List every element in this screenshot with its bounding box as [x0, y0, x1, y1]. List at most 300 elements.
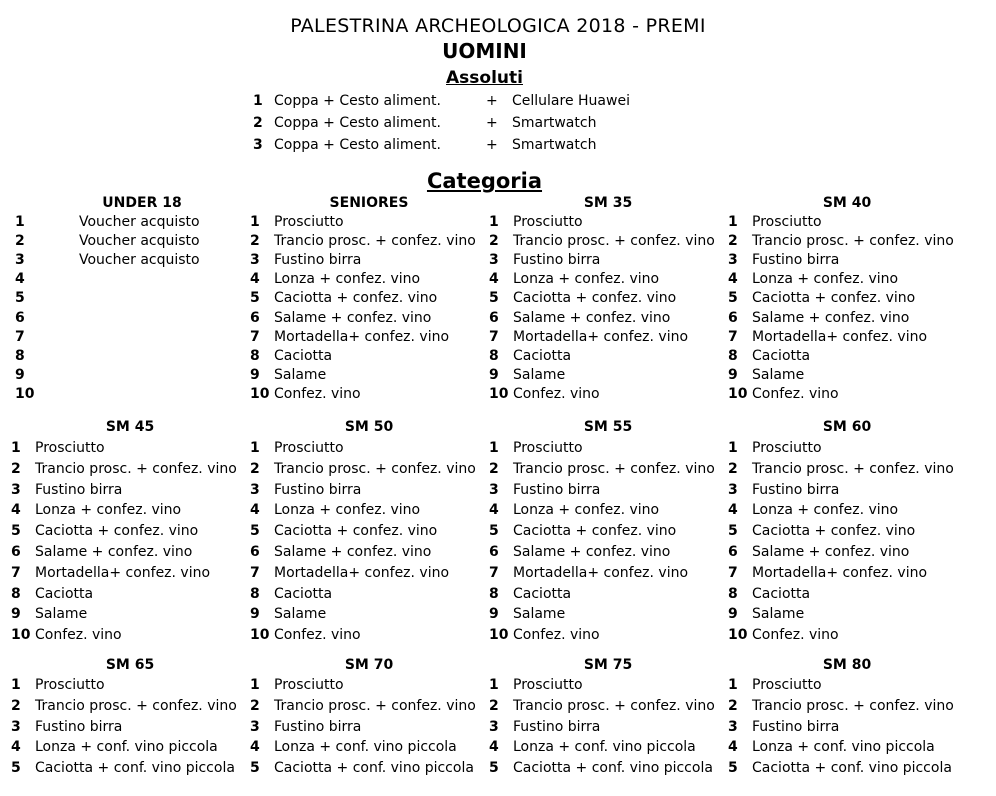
- prize-rank: 9: [11, 606, 21, 623]
- prize-rank: 7: [728, 328, 738, 345]
- prize-text: Caciotta: [274, 585, 333, 602]
- prize-text: Prosciutto: [274, 677, 344, 693]
- prize-row: [489, 290, 727, 309]
- prize-row: [250, 627, 488, 646]
- prize-rank: 3: [728, 718, 738, 735]
- prize-rank: 4: [489, 271, 499, 288]
- prize-row: [728, 440, 966, 459]
- prize-row: [728, 677, 966, 696]
- prize-text: Trancio prosc. + confez. vino: [513, 233, 715, 250]
- prize-row: [489, 719, 727, 738]
- prize-row: [489, 310, 727, 329]
- prize-row: [489, 440, 727, 459]
- prize-text: Salame: [274, 366, 327, 383]
- category-title: SM 35: [583, 195, 633, 211]
- prize-row: [728, 760, 966, 779]
- prize-text: Caciotta + conf. vino piccola: [752, 760, 952, 777]
- prize-text: Fustino birra: [513, 718, 601, 735]
- prize-rank: 10: [250, 627, 270, 644]
- prize-rank: 1: [489, 440, 499, 456]
- prize-text: Caciotta: [513, 347, 572, 364]
- prize-text: Fustino birra: [274, 481, 362, 498]
- assoluti-prize-a: Coppa + Cesto aliment.: [274, 93, 441, 109]
- prize-text: Trancio prosc. + confez. vino: [274, 460, 476, 477]
- prize-text: Caciotta + conf. vino piccola: [35, 760, 235, 777]
- prize-row: [250, 502, 488, 521]
- prize-rank: 9: [250, 606, 260, 623]
- assoluti-prize-a: Coppa + Cesto aliment.: [274, 115, 441, 131]
- prize-rank: 3: [250, 252, 260, 269]
- prize-rank: 1: [15, 214, 25, 230]
- prize-row: [250, 739, 488, 758]
- prize-rank: 4: [489, 502, 499, 519]
- categoria-heading: Categoria: [426, 169, 543, 193]
- prize-rank: 5: [11, 523, 21, 540]
- prize-text: Salame + confez. vino: [274, 309, 432, 326]
- prize-text: Lonza + conf. vino piccola: [274, 739, 457, 756]
- prize-row: [250, 482, 488, 501]
- prize-row: [489, 523, 727, 542]
- prize-text: Lonza + confez. vino: [274, 271, 421, 288]
- prize-text: Confez. vino: [35, 627, 122, 644]
- prize-rank: 9: [489, 606, 499, 623]
- prize-text: Salame: [274, 606, 327, 623]
- prize-rank: 7: [250, 328, 260, 345]
- prize-row: [11, 719, 249, 738]
- prize-text: Mortadella+ confez. vino: [752, 328, 928, 345]
- prize-text: Trancio prosc. + confez. vino: [35, 697, 237, 714]
- prize-text: Salame: [35, 606, 88, 623]
- prize-rank: 5: [728, 760, 738, 777]
- prize-text: Lonza + conf. vino piccola: [35, 739, 218, 756]
- prize-text: Fustino birra: [752, 481, 840, 498]
- prize-rank: 4: [489, 739, 499, 756]
- prize-rank: 7: [489, 328, 499, 345]
- prize-rank: 6: [489, 309, 499, 326]
- assoluti-heading: Assoluti: [446, 68, 523, 88]
- prize-row: [250, 544, 488, 563]
- prize-text: Caciotta: [35, 585, 94, 602]
- prize-text: Confez. vino: [513, 627, 600, 644]
- prize-row: [11, 523, 249, 542]
- prize-rank: 2: [728, 460, 738, 477]
- category-title: SM 55: [583, 419, 633, 435]
- prize-row: [728, 233, 966, 252]
- prize-text: Salame: [513, 366, 566, 383]
- prize-text: Salame + confez. vino: [752, 309, 910, 326]
- prize-row: [11, 461, 249, 480]
- prize-rank: 10: [250, 385, 270, 402]
- prize-row: [250, 367, 488, 386]
- prize-row: [489, 367, 727, 386]
- prize-row: [489, 544, 727, 563]
- category-title: SM 40: [822, 195, 872, 211]
- prize-row: [489, 586, 727, 605]
- assoluti-rank: 2: [253, 115, 263, 131]
- prize-row: [728, 461, 966, 480]
- prize-row: [11, 252, 249, 271]
- prize-text: Caciotta: [513, 585, 572, 602]
- prize-rank: 2: [11, 697, 21, 714]
- prize-text: Caciotta + confez. vino: [752, 523, 916, 540]
- prize-row: [489, 271, 727, 290]
- prize-rank: 1: [728, 440, 738, 456]
- prize-text: Lonza + confez. vino: [513, 502, 660, 519]
- prize-text: Mortadella+ confez. vino: [513, 328, 689, 345]
- prize-rank: 4: [250, 502, 260, 519]
- prize-row: [489, 565, 727, 584]
- prize-text: Fustino birra: [35, 481, 123, 498]
- prize-text: Salame + confez. vino: [513, 544, 671, 560]
- prize-row: [250, 719, 488, 738]
- prize-row: [11, 214, 249, 233]
- prize-rank: 6: [250, 309, 260, 326]
- prize-row: [489, 233, 727, 252]
- prize-row: [250, 677, 488, 696]
- prize-rank: 2: [728, 233, 738, 250]
- assoluti-plus: +: [486, 93, 498, 109]
- prize-row: [250, 329, 488, 348]
- prize-text: Fustino birra: [274, 718, 362, 735]
- prize-row: [250, 252, 488, 271]
- prize-row: [11, 565, 249, 584]
- prize-text: Voucher acquisto: [79, 214, 200, 230]
- prize-text: Salame + confez. vino: [274, 544, 432, 560]
- prize-text: Salame: [752, 366, 805, 383]
- prize-text: Trancio prosc. + confez. vino: [513, 460, 715, 477]
- prize-row: [489, 329, 727, 348]
- prize-rank: 8: [728, 585, 738, 602]
- prize-text: Voucher acquisto: [79, 233, 200, 250]
- prize-rank: 3: [728, 481, 738, 498]
- prize-row: [728, 606, 966, 625]
- prize-rank: 4: [250, 739, 260, 756]
- prize-row: [250, 440, 488, 459]
- assoluti-plus: +: [486, 115, 498, 131]
- prize-row: [11, 760, 249, 779]
- category-title: SM 45: [105, 419, 155, 435]
- prize-row: [728, 719, 966, 738]
- prize-rank: 2: [250, 697, 260, 714]
- prize-rank: 9: [15, 366, 25, 383]
- prize-text: Fustino birra: [513, 481, 601, 498]
- prize-text: Prosciutto: [274, 214, 344, 230]
- prize-row: [250, 565, 488, 584]
- prize-row: [728, 627, 966, 646]
- assoluti-rank: 3: [253, 137, 263, 153]
- prize-row: [728, 565, 966, 584]
- assoluti-row: [0, 93, 996, 113]
- prize-text: Confez. vino: [752, 385, 839, 402]
- prize-text: Salame + confez. vino: [35, 544, 193, 560]
- prize-row: [728, 586, 966, 605]
- prize-text: Mortadella+ confez. vino: [752, 564, 928, 581]
- prize-text: Trancio prosc. + confez. vino: [752, 697, 954, 714]
- prize-text: Prosciutto: [513, 677, 583, 693]
- prize-rank: 1: [489, 214, 499, 230]
- prize-text: Prosciutto: [274, 440, 344, 456]
- prize-rank: 2: [11, 460, 21, 477]
- prize-rank: 1: [250, 677, 260, 693]
- assoluti-prize-b: Cellulare Huawei: [512, 93, 630, 109]
- prize-rank: 3: [11, 481, 21, 498]
- category-title: SM 70: [344, 657, 394, 673]
- prize-text: Fustino birra: [752, 252, 840, 269]
- prize-rank: 4: [728, 271, 738, 288]
- prize-rank: 5: [728, 523, 738, 540]
- prize-row: [11, 367, 249, 386]
- assoluti-prize-b: Smartwatch: [512, 115, 597, 131]
- prize-text: Salame: [752, 606, 805, 623]
- prize-rank: 2: [489, 460, 499, 477]
- prize-text: Caciotta + confez. vino: [274, 290, 438, 307]
- prize-rank: 8: [250, 585, 260, 602]
- prize-text: Mortadella+ confez. vino: [274, 328, 450, 345]
- prize-rank: 4: [728, 739, 738, 756]
- prize-rank: 3: [489, 252, 499, 269]
- prize-rank: 8: [728, 347, 738, 364]
- prize-text: Prosciutto: [752, 677, 822, 693]
- prize-row: [11, 310, 249, 329]
- assoluti-row: [0, 115, 996, 135]
- prize-text: Prosciutto: [513, 214, 583, 230]
- prize-row: [728, 329, 966, 348]
- prize-row: [11, 348, 249, 367]
- prize-row: [489, 502, 727, 521]
- prize-text: Lonza + confez. vino: [35, 502, 182, 519]
- prize-rank: 6: [11, 544, 21, 560]
- category-title: SM 50: [344, 419, 394, 435]
- prize-rank: 7: [11, 564, 21, 581]
- prize-rank: 5: [489, 290, 499, 307]
- prize-row: [728, 523, 966, 542]
- prize-row: [728, 698, 966, 717]
- prize-rank: 5: [11, 760, 21, 777]
- prize-row: [250, 348, 488, 367]
- prize-row: [728, 348, 966, 367]
- prize-row: [250, 523, 488, 542]
- prize-row: [250, 698, 488, 717]
- prize-rank: 5: [250, 523, 260, 540]
- prize-text: Trancio prosc. + confez. vino: [35, 460, 237, 477]
- prize-row: [489, 677, 727, 696]
- prize-row: [11, 627, 249, 646]
- prize-rank: 2: [728, 697, 738, 714]
- prize-text: Lonza + conf. vino piccola: [752, 739, 935, 756]
- prize-rank: 5: [250, 760, 260, 777]
- prize-row: [11, 386, 249, 405]
- prize-text: Lonza + confez. vino: [752, 271, 899, 288]
- prize-rank: 9: [728, 606, 738, 623]
- prize-rank: 8: [489, 585, 499, 602]
- prize-rank: 10: [15, 385, 35, 402]
- prize-text: Mortadella+ confez. vino: [274, 564, 450, 581]
- prize-row: [11, 586, 249, 605]
- prize-text: Salame + confez. vino: [513, 309, 671, 326]
- prize-row: [11, 739, 249, 758]
- prize-rank: 4: [11, 739, 21, 756]
- prize-rank: 7: [250, 564, 260, 581]
- prize-rank: 6: [728, 309, 738, 326]
- category-title: SM 75: [583, 657, 633, 673]
- prize-rank: 8: [250, 347, 260, 364]
- prize-row: [11, 544, 249, 563]
- prize-row: [250, 606, 488, 625]
- prize-rank: 10: [489, 627, 509, 644]
- prize-text: Caciotta + confez. vino: [752, 290, 916, 307]
- prize-rank: 8: [11, 585, 21, 602]
- prize-rank: 10: [728, 627, 748, 644]
- prize-text: Trancio prosc. + confez. vino: [752, 233, 954, 250]
- prize-rank: 3: [15, 252, 25, 269]
- prize-text: Caciotta: [752, 585, 811, 602]
- prize-rank: 4: [250, 271, 260, 288]
- prize-row: [11, 271, 249, 290]
- prize-text: Lonza + confez. vino: [274, 502, 421, 519]
- prize-text: Trancio prosc. + confez. vino: [513, 697, 715, 714]
- prize-row: [489, 461, 727, 480]
- prize-rank: 7: [15, 328, 25, 345]
- prize-row: [489, 606, 727, 625]
- prize-text: Caciotta: [752, 347, 811, 364]
- prize-rank: 5: [15, 290, 25, 307]
- prize-text: Trancio prosc. + confez. vino: [274, 233, 476, 250]
- prize-rank: 2: [489, 233, 499, 250]
- prize-row: [11, 233, 249, 252]
- prize-rank: 2: [250, 233, 260, 250]
- prize-rank: 3: [728, 252, 738, 269]
- prize-rank: 4: [728, 502, 738, 519]
- prize-row: [489, 739, 727, 758]
- prize-text: Fustino birra: [752, 718, 840, 735]
- prize-text: Caciotta + confez. vino: [513, 290, 677, 307]
- document-title: PALESTRINA ARCHEOLOGICA 2018 - PREMI: [290, 15, 706, 37]
- prize-rank: 10: [489, 385, 509, 402]
- assoluti-rank: 1: [253, 93, 263, 109]
- prize-row: [489, 214, 727, 233]
- prize-rank: 10: [728, 385, 748, 402]
- prize-rank: 1: [11, 677, 21, 693]
- prize-row: [489, 760, 727, 779]
- prize-row: [11, 482, 249, 501]
- category-title: SM 60: [822, 419, 872, 435]
- prize-row: [11, 329, 249, 348]
- prize-row: [11, 440, 249, 459]
- assoluti-prize-a: Coppa + Cesto aliment.: [274, 137, 441, 153]
- prize-rank: 9: [489, 366, 499, 383]
- category-title: SM 65: [105, 657, 155, 673]
- prize-text: Prosciutto: [752, 214, 822, 230]
- prize-row: [728, 252, 966, 271]
- prize-text: Mortadella+ confez. vino: [513, 564, 689, 581]
- prize-rank: 1: [489, 677, 499, 693]
- prize-rank: 5: [489, 760, 499, 777]
- prize-rank: 1: [11, 440, 21, 456]
- prize-text: Prosciutto: [35, 440, 105, 456]
- prize-text: Fustino birra: [274, 252, 362, 269]
- prize-text: Lonza + conf. vino piccola: [513, 739, 696, 756]
- prize-rank: 1: [728, 214, 738, 230]
- prize-text: Lonza + confez. vino: [752, 502, 899, 519]
- prize-rank: 5: [250, 290, 260, 307]
- prize-row: [250, 310, 488, 329]
- prize-row: [728, 386, 966, 405]
- prize-text: Caciotta + confez. vino: [513, 523, 677, 540]
- category-title: SENIORES: [329, 195, 409, 211]
- assoluti-prize-b: Smartwatch: [512, 137, 597, 153]
- prize-text: Trancio prosc. + confez. vino: [752, 460, 954, 477]
- category-title: SM 80: [822, 657, 872, 673]
- prize-rank: 3: [489, 718, 499, 735]
- prize-row: [250, 233, 488, 252]
- prize-text: Mortadella+ confez. vino: [35, 564, 211, 581]
- prize-rank: 4: [15, 271, 25, 288]
- prize-rank: 1: [250, 214, 260, 230]
- prize-row: [250, 461, 488, 480]
- prize-row: [250, 214, 488, 233]
- prize-text: Fustino birra: [513, 252, 601, 269]
- prize-text: Salame: [513, 606, 566, 623]
- prize-text: Caciotta + confez. vino: [35, 523, 199, 540]
- prize-row: [489, 252, 727, 271]
- prize-row: [489, 386, 727, 405]
- prize-rank: 9: [250, 366, 260, 383]
- prize-rank: 8: [15, 347, 25, 364]
- prize-text: Caciotta + conf. vino piccola: [274, 760, 474, 777]
- prize-text: Caciotta + conf. vino piccola: [513, 760, 713, 777]
- prize-row: [728, 739, 966, 758]
- prize-text: Confez. vino: [513, 385, 600, 402]
- prize-row: [489, 348, 727, 367]
- prize-row: [728, 544, 966, 563]
- prize-text: Prosciutto: [752, 440, 822, 456]
- prize-text: Caciotta: [274, 347, 333, 364]
- prize-row: [11, 606, 249, 625]
- prize-rank: 3: [489, 481, 499, 498]
- prize-rank: 9: [728, 366, 738, 383]
- prize-row: [250, 760, 488, 779]
- prize-text: Confez. vino: [274, 385, 361, 402]
- prize-rank: 8: [489, 347, 499, 364]
- prize-text: Prosciutto: [35, 677, 105, 693]
- document-subtitle: UOMINI: [442, 39, 527, 63]
- prize-rank: 3: [250, 481, 260, 498]
- prize-rank: 1: [250, 440, 260, 456]
- prize-rank: 6: [728, 544, 738, 560]
- prize-row: [11, 698, 249, 717]
- prize-row: [728, 482, 966, 501]
- prize-row: [250, 386, 488, 405]
- prize-rank: 4: [11, 502, 21, 519]
- prize-row: [11, 502, 249, 521]
- prize-rank: 1: [728, 677, 738, 693]
- prize-row: [728, 214, 966, 233]
- category-title: UNDER 18: [102, 195, 182, 211]
- prize-text: Confez. vino: [752, 627, 839, 644]
- prize-rank: 5: [728, 290, 738, 307]
- prize-text: Prosciutto: [513, 440, 583, 456]
- prize-rank: 6: [250, 544, 260, 560]
- prize-row: [489, 698, 727, 717]
- assoluti-row: [0, 137, 996, 157]
- assoluti-plus: +: [486, 137, 498, 153]
- prize-row: [250, 271, 488, 290]
- prize-rank: 2: [489, 697, 499, 714]
- prize-row: [489, 627, 727, 646]
- prize-row: [11, 290, 249, 309]
- prize-row: [728, 367, 966, 386]
- prize-row: [489, 482, 727, 501]
